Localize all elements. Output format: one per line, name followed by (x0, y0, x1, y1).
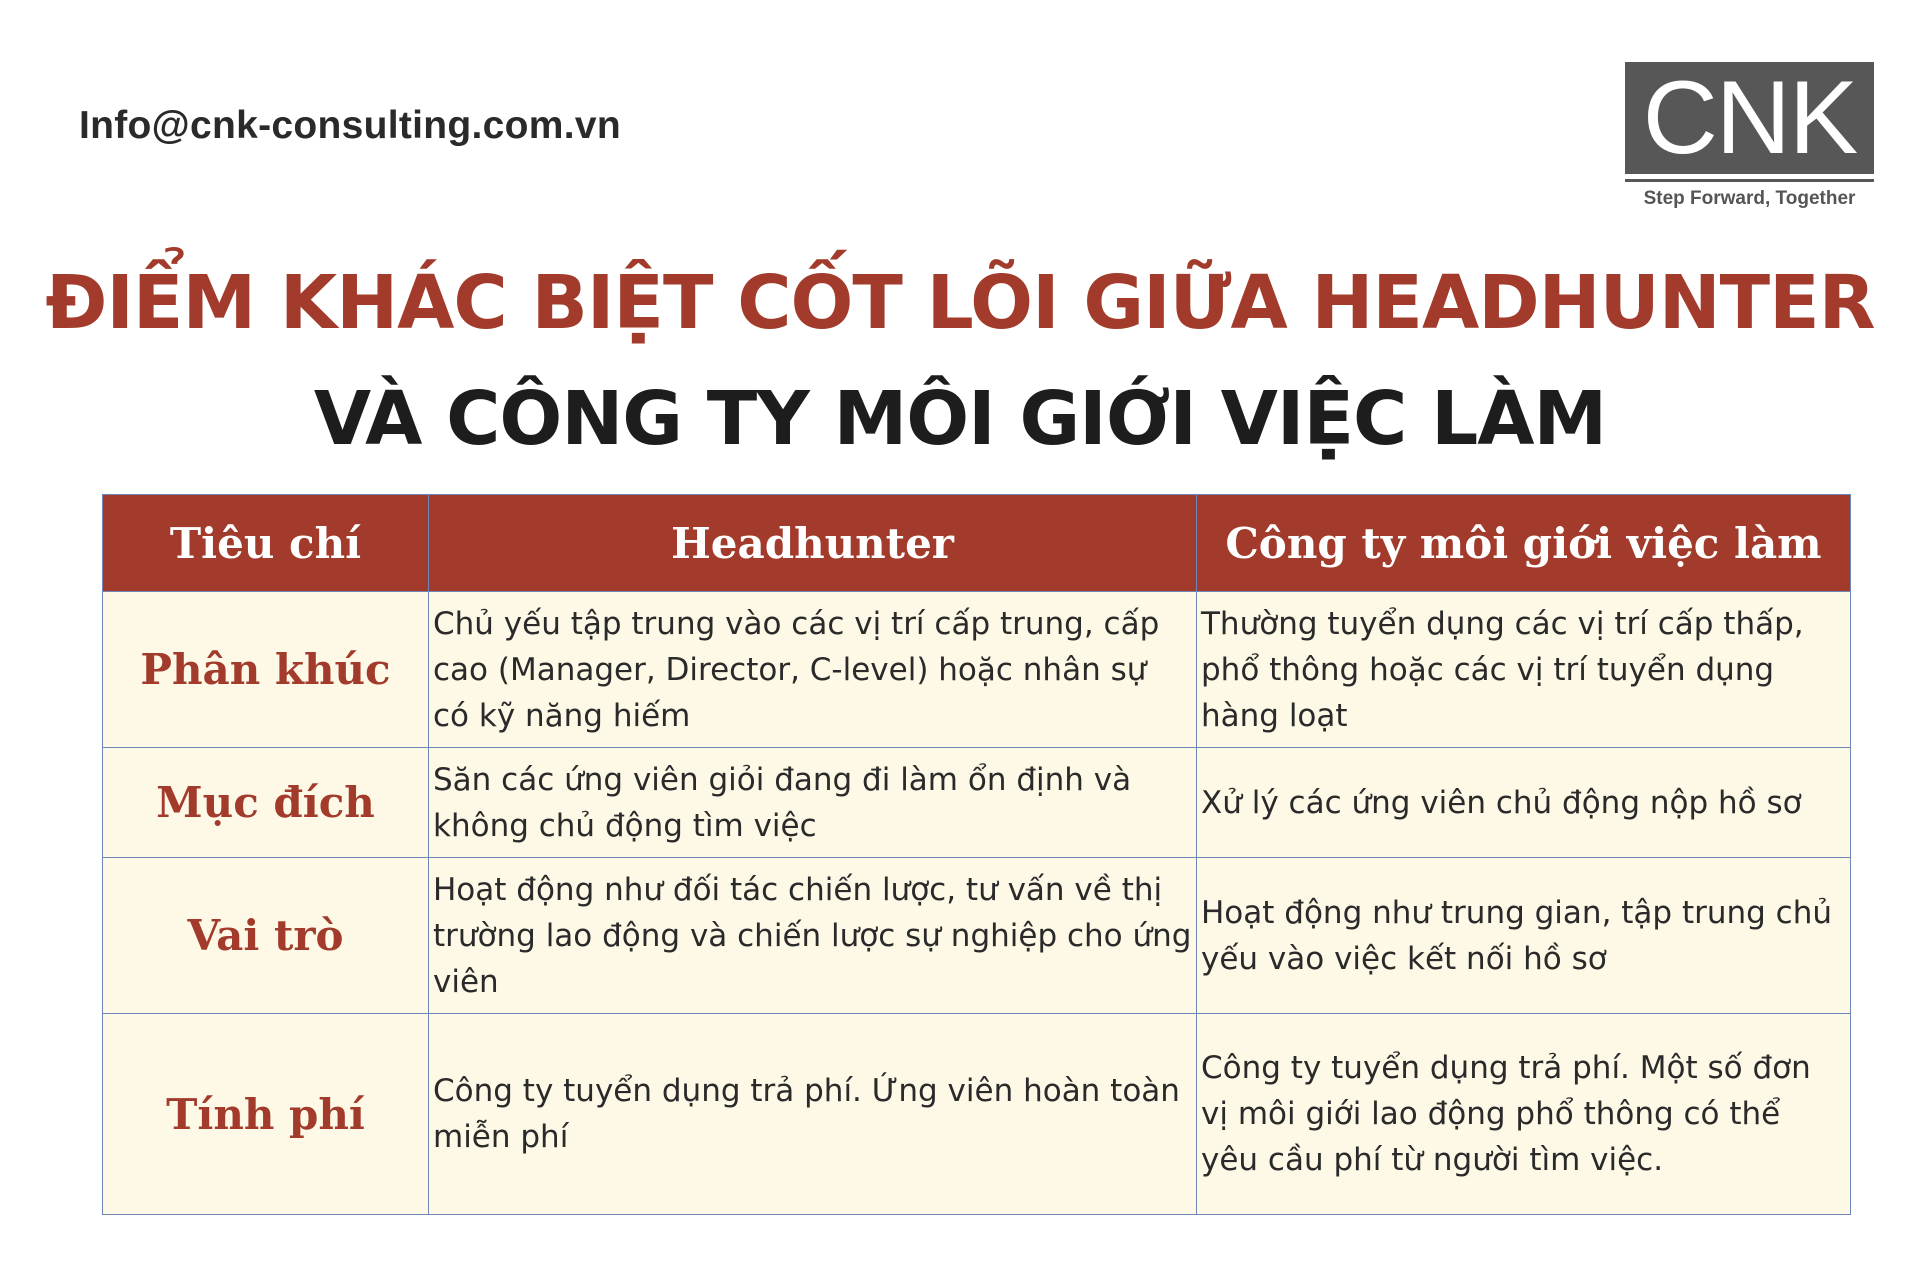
table-row (103, 1014, 1851, 1215)
criterion-cell: Tính phí (103, 1014, 429, 1215)
agency-cell: Thường tuyển dụng các vị trí cấp thấp, phổ thông hoặc các vị trí tuyển dụng hàng loạt (1197, 592, 1851, 748)
headhunter-cell: Hoạt động như đối tác chiến lược, tư vấn về thị trường lao động và chiến lược sự nghiệp cho ứng viên (429, 858, 1197, 1014)
column-header-agency: Công ty môi giới việc làm (1197, 495, 1851, 592)
headhunter-cell: Chủ yếu tập trung vào các vị trí cấp trung, cấp cao (Manager, Director, C-level) hoặc nhân sự có kỹ năng hiếm (429, 592, 1197, 748)
cnk-logo (1625, 62, 1874, 210)
criterion-cell: Vai trò (103, 858, 429, 1014)
headhunter-cell: Săn các ứng viên giỏi đang đi làm ổn định và không chủ động tìm việc (429, 748, 1197, 858)
table-row (103, 858, 1851, 1014)
logo-tagline: Step Forward, Together (1643, 188, 1856, 209)
page-title-line-2: VÀ CÔNG TY MÔI GIỚI VIỆC LÀM (313, 376, 1607, 462)
criterion-cell: Phân khúc (103, 592, 429, 748)
agency-cell: Hoạt động như trung gian, tập trung chủ yếu vào việc kết nối hồ sơ (1197, 858, 1851, 1014)
agency-cell: Xử lý các ứng viên chủ động nộp hồ sơ (1197, 748, 1851, 858)
logo-wordmark: CNK (1625, 62, 1874, 174)
table-row (103, 748, 1851, 858)
criterion-cell: Mục đích (103, 748, 429, 858)
logo-divider (1625, 179, 1874, 182)
headhunter-cell: Công ty tuyển dụng trả phí. Ứng viên hoàn toàn miễn phí (429, 1014, 1197, 1215)
column-header-criteria: Tiêu chí (103, 495, 429, 592)
page-title-line-1: ĐIỂM KHÁC BIỆT CỐT LÕI GIỮA HEADHUNTER (45, 260, 1875, 346)
comparison-table (102, 494, 1851, 1215)
table-header-row (103, 495, 1851, 592)
column-header-headhunter: Headhunter (429, 495, 1197, 592)
contact-email: Info@cnk-consulting.com.vn (79, 104, 622, 147)
table-row (103, 592, 1851, 748)
agency-cell: Công ty tuyển dụng trả phí. Một số đơn vị môi giới lao động phổ thông có thể yêu cầu phí từ người tìm việc. (1197, 1014, 1851, 1215)
